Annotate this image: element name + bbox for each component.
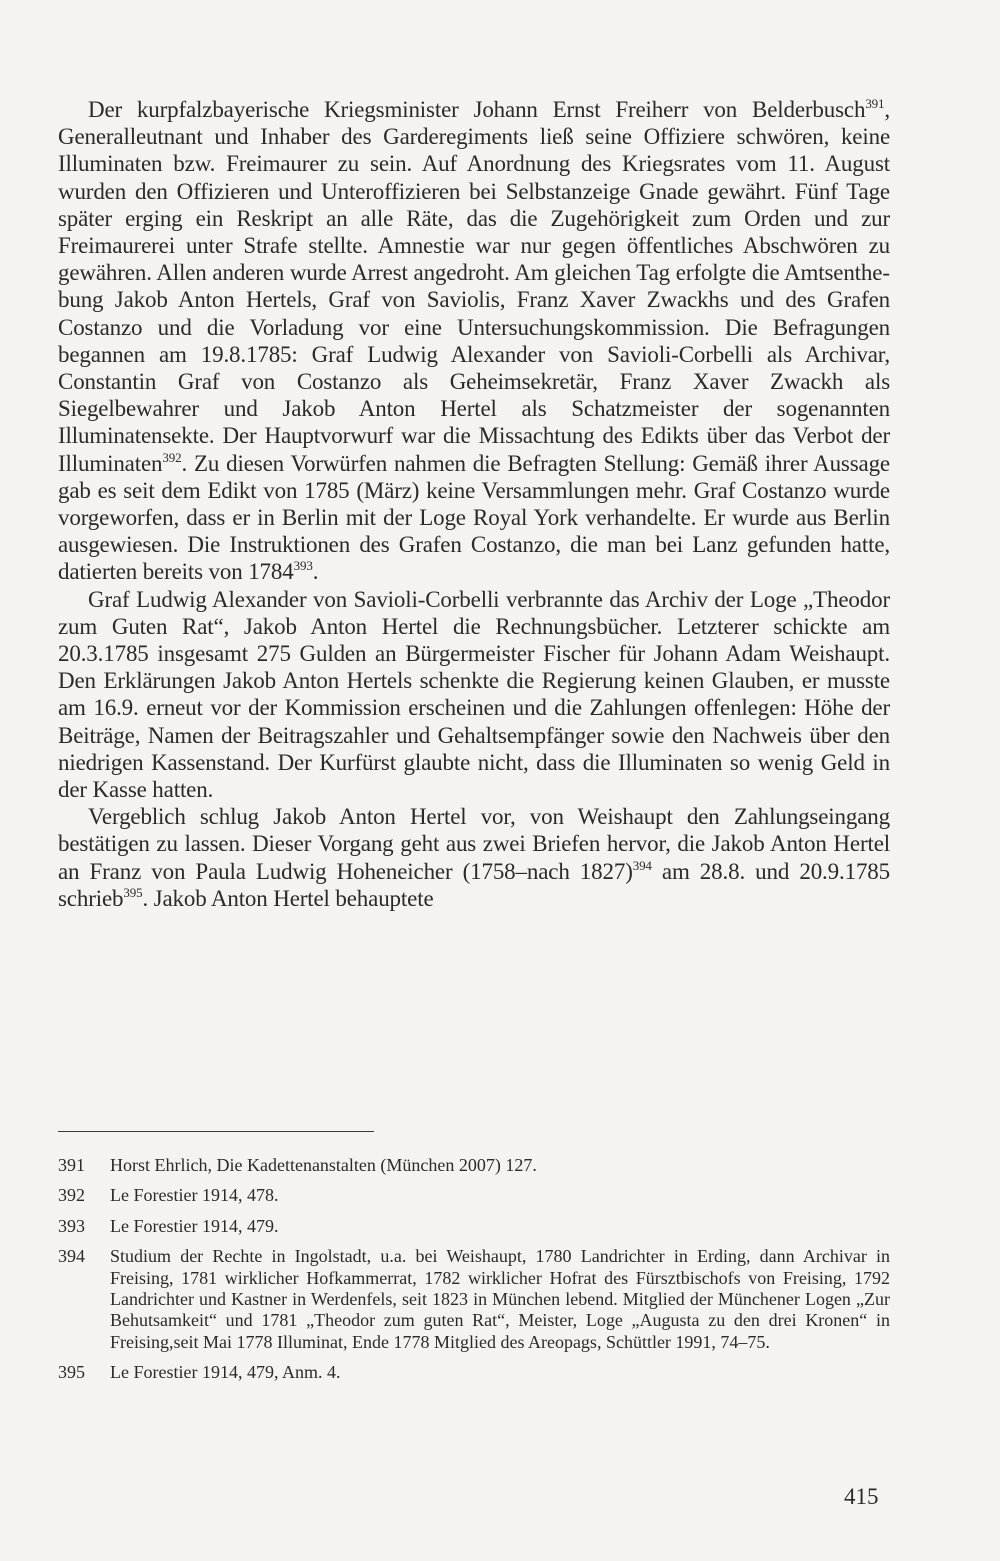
footnote-text: Horst Ehrlich, Die Kadettenanstalten (München 2007) 127.	[110, 1155, 537, 1175]
paragraph-3	[58, 803, 890, 912]
footnote-number: 395	[58, 1362, 85, 1383]
footnote-text: Le Forestier 1914, 479.	[110, 1215, 279, 1236]
footnote	[58, 1185, 890, 1206]
text-span: . Zu diesen Vorwürfen nahmen die Befragten Stellung: Gemäß ihrer Aussage gab es seit dem Edikt von 1785 (März) keine Versammlungen mehr. Graf Costanzo wurde vorgeworfen, dass er in Berlin mit der Loge Royal York verhandelte. Er wurde aus Berlin ausgewiesen. Die Instruktionen des Grafen Costanzo, die man bei Lanz gefunden hatte, datierten bereits von 1784	[58, 450, 890, 585]
text-span: Der kurpfalzbayerische Kriegsminister Johann Ernst Freiherr von Belderbusch	[88, 97, 866, 122]
footnote-ref-395: 395	[123, 884, 143, 900]
main-text	[58, 96, 890, 912]
footnote-ref-393: 393	[293, 558, 313, 574]
footnote-text: Le Forestier 1914, 479, Anm. 4.	[110, 1362, 341, 1383]
footnote-number: 394	[58, 1246, 85, 1267]
footnote	[58, 1246, 890, 1353]
footnote-number: 392	[58, 1185, 85, 1206]
footnote-ref-391: 391	[865, 96, 885, 111]
footnotes	[58, 1155, 890, 1393]
footnote	[58, 1362, 890, 1383]
text-span: Vergeblich schlug Jakob Anton Hertel vor, von Weishaupt den Zahlungseingang bestätigen zu lassen. Dieser Vorgang geht aus zwei Briefen hervor, die Jakob Anton Hertel an Franz von Paula Ludwig Hoheneicher (1758–nach 1827)	[58, 804, 890, 884]
footnote-text: Le Forestier 1914, 478.	[110, 1185, 279, 1206]
text-span: , Generalleutnant und Inhaber des Garderegiments ließ seine Offiziere schwören, keine Illuminaten bzw. Freimaurer zu sein. Auf Anordnung des Kriegsrates vom 11. August wurden den Offizieren und Unteroffizieren bei Selbstanzeige Gnade gewährt. Fünf Tage später erging ein Reskript an alle Räte, das die Zugehörigkeit zum Orden und zur Freimaurerei unter Strafe stellte. Amnestie war nur gegen öffentliches Abschwören zu gewähren. Allen anderen wurde Arrest angedroht. Am gleichen Tag erfolgte die Amtsenthebung Jakob Anton Hertels, Graf von Saviolis, Franz Xaver Zwackhs und des Grafen Costanzo und die Vorladung vor eine Untersuchungskommission. Die Befragungen begannen am 19.8.1785: Graf Ludwig Alexander von Savioli-Corbelli als Archivar, Constantin Graf von Costanzo als Geheimsekretär, Franz Xaver Zwackh als Siegelbewahrer und Jakob Anton Hertel als Schatzmeister der sogenannten Illuminatensekte. Der Hauptvorwurf war die Missachtung des Edikts über das Verbot der Illuminaten	[58, 97, 890, 476]
footnote-ref-394: 394	[632, 857, 652, 873]
text-span: am 28.8. und 20.9.1785 schrieb	[58, 858, 890, 911]
footnote-number: 391	[58, 1155, 85, 1175]
text-span: .	[312, 559, 319, 585]
footnote	[58, 1155, 890, 1176]
footnote	[58, 1216, 890, 1237]
paragraph-1	[58, 96, 890, 586]
page-number: 415	[844, 1484, 879, 1509]
footnote-ref-392: 392	[162, 449, 182, 465]
paragraph-2: Graf Ludwig Alexander von Savioli-Corbelli verbrannte das Archiv der Loge „Theodor zum Guten Rat“, Jakob Anton Hertel die Rechnungsbücher. Letzterer schickte am 20.3.1785 insgesamt 275 Gulden an Bürgermeister Fischer für Johann Adam Weishaupt. Den Erklärungen Jakob Anton Hertels schenkte die Regierung keinen Glauben, er musste am 16.9. erneut vor der Kommission erscheinen und die Zahlungen offenlegen: Höhe der Beiträge, Namen der Beitragszahler und Gehaltsempfänger sowie den Nachweis über den niedrigen Kassenstand. Der Kurfürst glaubte nicht, dass die Illuminaten so wenig Geld in der Kasse hatten.	[58, 586, 890, 803]
text-span: . Jakob Anton Hertel behauptete	[142, 885, 434, 911]
footnote-text: Studium der Rechte in Ingolstadt, u.a. bei Weishaupt, 1780 Landrichter in Erding, dann Archivar in Freising, 1781 wirklicher Hofkammerrat, 1782 wirklicher Hofrat des Fürsztbischofs von Freising, 1792 Landrichter und Kastner in Werdenfels, seit 1823 in München lebend. Mitglied der Münchener Logen „Zur Behutsamkeit“ und 1781 „Theodor zum guten Rat“, Meister, Loge „Augusta zu den drei Kronen“ in Freising,seit Mai 1778 Illuminat, Ende 1778 Mitglied des Areopags, Schüttler 1991, 74–75.	[110, 1246, 890, 1352]
footnote-divider	[58, 1131, 374, 1132]
footnote-number: 393	[58, 1215, 85, 1236]
